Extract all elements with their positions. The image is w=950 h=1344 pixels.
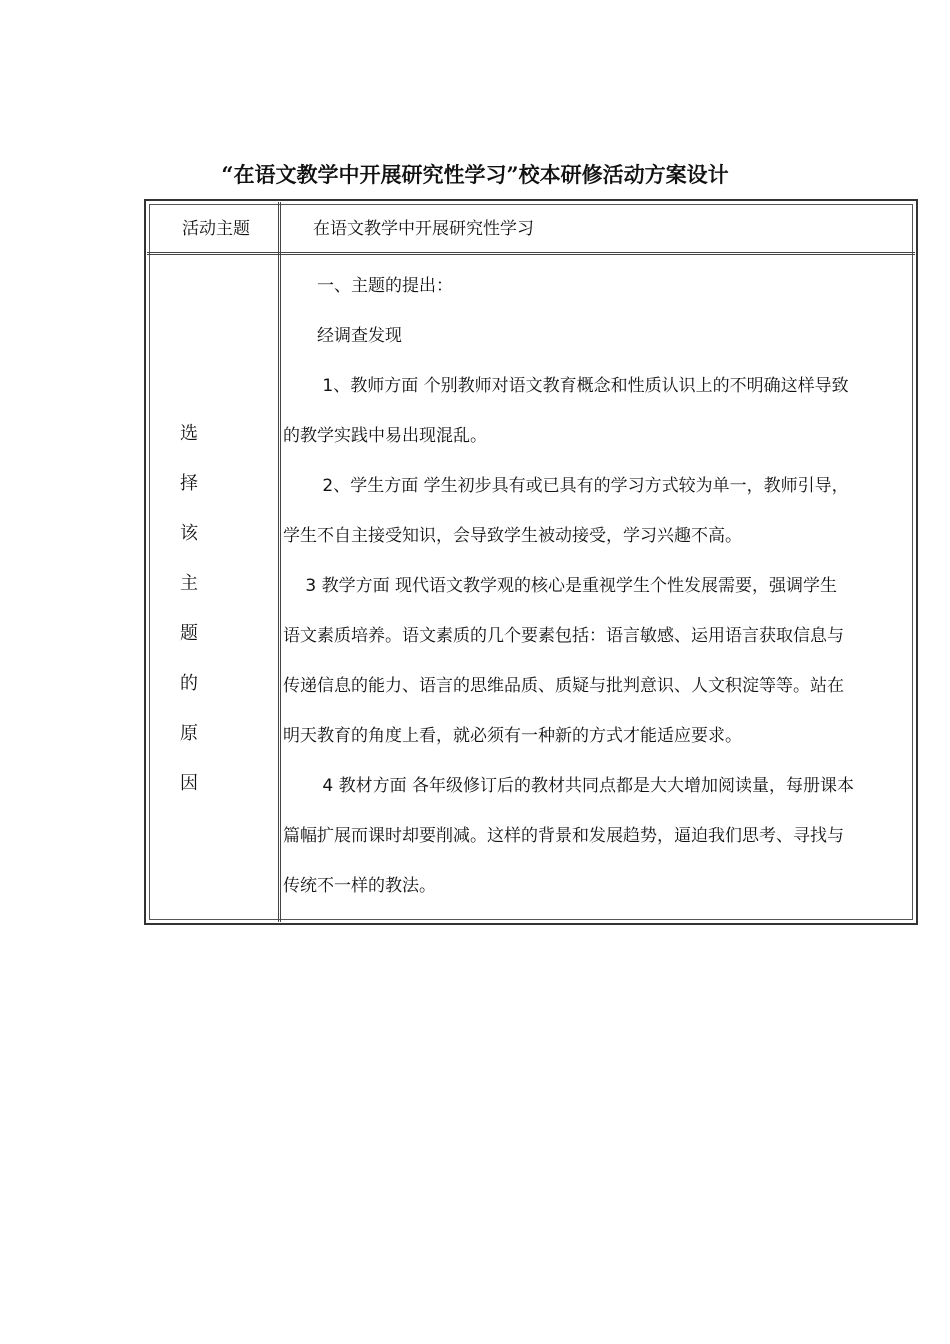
theme-value: 在语文教学中开展研究性学习 bbox=[313, 219, 534, 239]
reason-label-char: 主 bbox=[180, 573, 198, 594]
reason-label-char: 因 bbox=[180, 773, 198, 794]
reason-label-char: 择 bbox=[180, 473, 198, 494]
reason-line: 4 教材方面 各年级修订后的教材共同点都是大大增加阅读量，每册课本 bbox=[283, 776, 855, 796]
reason-line: 学生不自主接受知识，会导致学生被动接受，学习兴趣不高。 bbox=[283, 526, 742, 546]
reason-line: 3 教学方面 现代语文教学观的核心是重视学生个性发展需要，强调学生 bbox=[283, 576, 838, 596]
reason-line: 一、主题的提出： bbox=[283, 276, 453, 296]
reason-label-char: 的 bbox=[180, 673, 198, 694]
column-divider bbox=[278, 202, 281, 922]
table-inner-border bbox=[149, 204, 913, 920]
reason-line: 经调查发现 bbox=[283, 326, 402, 346]
reason-label-char: 题 bbox=[180, 623, 198, 644]
reason-line: 传统不一样的教法。 bbox=[283, 876, 436, 896]
reason-line: 1、教师方面 个别教师对语文教育概念和性质认识上的不明确这样导致 bbox=[283, 376, 849, 396]
document-title: “在语文教学中开展研究性学习”校本研修活动方案设计 bbox=[221, 162, 729, 187]
reason-line: 的教学实践中易出现混乱。 bbox=[283, 426, 487, 446]
reason-line: 传递信息的能力、语言的思维品质、质疑与批判意识、人文积淀等等。站在 bbox=[283, 676, 844, 696]
reason-line: 2、学生方面 学生初步具有或已具有的学习方式较为单一，教师引导， bbox=[283, 476, 849, 496]
plan-table bbox=[144, 199, 918, 925]
reason-label-char: 该 bbox=[180, 523, 198, 544]
reason-line: 明天教育的角度上看，就必须有一种新的方式才能适应要求。 bbox=[283, 726, 742, 746]
reason-content bbox=[283, 261, 923, 911]
reason-line: 篇幅扩展而课时却要削减。这样的背景和发展趋势，逼迫我们思考、寻找与 bbox=[283, 826, 844, 846]
reason-line: 语文素质培养。语文素质的几个要素包括：语言敏感、运用语言获取信息与 bbox=[283, 626, 844, 646]
reason-label-char: 原 bbox=[180, 723, 198, 744]
reason-label bbox=[180, 409, 210, 809]
theme-label: 活动主题 bbox=[182, 219, 250, 239]
reason-label-char: 选 bbox=[180, 423, 198, 444]
